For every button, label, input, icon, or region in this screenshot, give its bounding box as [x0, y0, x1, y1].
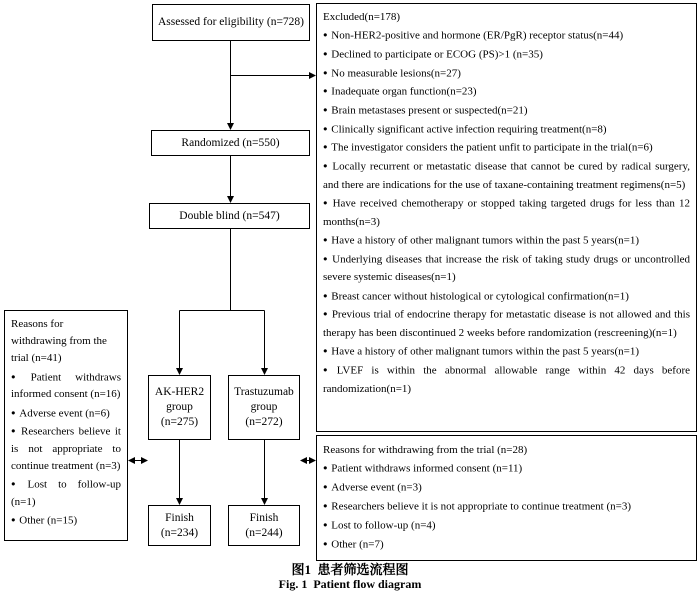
withdraw-right-item: ● Other (n=7) — [323, 535, 690, 554]
excluded-item: ● Breast cancer without histological or cytological confirmation(n=1) — [323, 287, 690, 306]
figure-caption-en: Fig. 1 Patient flow diagram — [278, 577, 422, 591]
ak-her2-group-label: AK-HER2 group (n=275) — [154, 386, 205, 428]
withdraw-right-item: ● Researchers believe it is not appropriate to continue treatment (n=3) — [323, 497, 690, 516]
withdraw-reasons-right-box — [316, 435, 697, 561]
finish-ak-her2-box — [148, 505, 211, 546]
withdraw-reasons-right-title: Reasons for withdrawing from the trial (n=28) — [323, 444, 528, 456]
excluded-item: ● Locally recurrent or metastatic disease that cannot be cured by radical surgery, and there are indications for the use of taxane-containing treatment regimens(n=5) — [323, 157, 690, 194]
finish-ak-her2-label: Finish (n=234) — [160, 511, 199, 539]
withdraw-right-item: ● Patient withdraws informed consent (n=11) — [323, 459, 690, 478]
withdraw-left-item: ● Adverse event (n=6) — [11, 404, 121, 423]
excluded-item: ● Previous trial of endocrine therapy for metastatic disease is not allowed and this therapy has been discontinued 2 weeks before randomization (rescreening)(n=1) — [323, 305, 690, 342]
excluded-item: ● Have received chemotherapy or stopped taking targeted drugs for less than 12 months(n=3) — [323, 194, 690, 231]
double-blind-label: Double blind (n=547) — [179, 209, 280, 222]
withdraw-reasons-left-title: Reasons for withdrawing from the trial (n=41) — [11, 318, 107, 365]
withdraw-left-item: ● Other (n=15) — [11, 511, 121, 530]
excluded-item: ● Non-HER2-positive and hormone (ER/PgR) receptor status(n=44) — [323, 26, 690, 45]
withdraw-left-item: ● Lost to follow-up (n=1) — [11, 475, 121, 511]
ak-her2-group-box — [148, 375, 211, 440]
trastuzumab-group-label: Trastuzumab group (n=272) — [234, 386, 294, 428]
excluded-item: ● Declined to participate or ECOG (PS)>1 (n=35) — [323, 45, 690, 64]
finish-trastuzumab-label: Finish (n=244) — [245, 511, 283, 539]
figure-caption-zh: 图1 患者筛选流程图 — [291, 562, 409, 577]
excluded-item: ● Brain metastases present or suspected(n=21) — [323, 101, 690, 120]
trastuzumab-group-box — [228, 375, 300, 440]
excluded-item: ● Underlying diseases that increase the risk of taking study drugs or uncontrolled severe systemic diseases(n=1) — [323, 250, 690, 287]
assessed-eligibility-label: Assessed for eligibility (n=728) — [157, 16, 305, 29]
withdraw-right-item: ● Lost to follow-up (n=4) — [323, 516, 690, 535]
assessed-eligibility-box — [152, 4, 310, 41]
withdraw-left-item: ● Patient withdraws informed consent (n=16) — [11, 368, 121, 404]
excluded-item: ● Inadequate organ function(n=23) — [323, 82, 690, 101]
excluded-item: ● LVEF is within the abnormal allowable range within 42 days before randomization(n=1) — [323, 361, 690, 398]
excluded-item: ● Have a history of other malignant tumors within the past 5 years(n=1) — [323, 342, 690, 361]
excluded-item: ● The investigator considers the patient unfit to participate in the trial(n=6) — [323, 138, 690, 157]
finish-trastuzumab-box — [228, 505, 300, 546]
withdraw-left-item: ● Researchers believe it is not appropriate to continue treatment (n=3) — [11, 422, 121, 475]
excluded-item: ● Have a history of other malignant tumors within the past 5 years(n=1) — [323, 231, 690, 250]
randomized-label: Randomized (n=550) — [181, 136, 280, 149]
excluded-title: Excluded(n=178) — [323, 11, 401, 23]
randomized-box — [151, 130, 310, 156]
excluded-item: ● Clinically significant active infection requiring treatment(n=8) — [323, 120, 690, 139]
excluded-box — [316, 3, 697, 432]
withdraw-reasons-left-box — [4, 310, 128, 541]
double-blind-box — [149, 203, 310, 229]
excluded-item: ● No measurable lesions(n=27) — [323, 64, 690, 83]
withdraw-right-item: ● Adverse event (n=3) — [323, 478, 690, 497]
